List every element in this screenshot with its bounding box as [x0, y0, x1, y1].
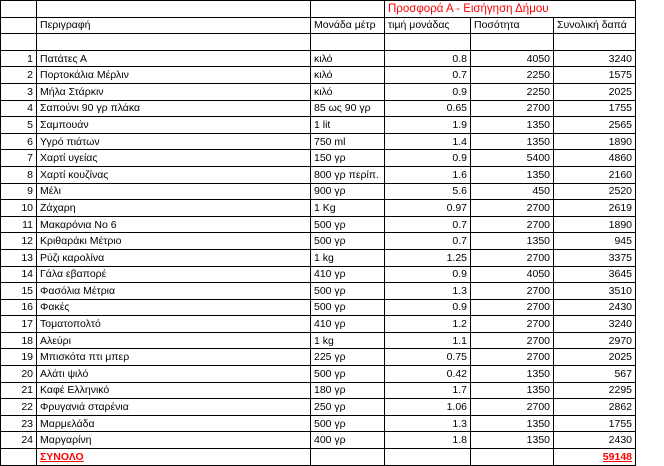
row-number[interactable]: 19 — [1, 349, 37, 366]
cell[interactable] — [1, 449, 37, 466]
item-quantity[interactable]: 2700 — [471, 399, 554, 416]
offer-title[interactable]: Προσφορά Α - Εισήγηση Δήμου — [385, 1, 636, 18]
item-unit[interactable]: 500 γρ — [311, 366, 385, 383]
item-total[interactable]: 3645 — [554, 266, 636, 283]
cell[interactable] — [385, 34, 471, 51]
item-description[interactable]: Ρύζι καρολίνα — [37, 249, 311, 266]
item-description[interactable]: Πορτοκάλια Μέρλιν — [37, 67, 311, 84]
item-total[interactable]: 2295 — [554, 382, 636, 399]
row-number[interactable]: 20 — [1, 366, 37, 383]
item-unit-price[interactable]: 1.06 — [385, 399, 471, 416]
header-row — [1, 17, 636, 34]
table-row — [1, 83, 636, 100]
item-quantity[interactable]: 2250 — [471, 83, 554, 100]
item-description[interactable]: Καφέ Ελληνικό — [37, 382, 311, 399]
row-number[interactable]: 7 — [1, 150, 37, 167]
table-row — [1, 50, 636, 67]
table-row — [1, 283, 636, 300]
item-unit-price[interactable]: 1.1 — [385, 332, 471, 349]
item-quantity[interactable]: 2700 — [471, 349, 554, 366]
item-total[interactable]: 945 — [554, 233, 636, 250]
item-unit[interactable]: 500 γρ — [311, 283, 385, 300]
item-description[interactable]: Ζάχαρη — [37, 200, 311, 217]
item-total[interactable]: 3510 — [554, 283, 636, 300]
item-unit[interactable]: 900 γρ — [311, 183, 385, 200]
item-total[interactable]: 567 — [554, 366, 636, 383]
item-description[interactable]: Τοματοπολτό — [37, 316, 311, 333]
header-unit[interactable]: Μονάδα μέτρ — [311, 17, 385, 34]
item-total[interactable]: 2520 — [554, 183, 636, 200]
item-unit[interactable]: 150 γρ — [311, 150, 385, 167]
item-unit-price[interactable]: 0.9 — [385, 299, 471, 316]
row-number[interactable]: 14 — [1, 266, 37, 283]
item-total[interactable]: 1575 — [554, 67, 636, 84]
grand-total[interactable]: 59148 — [554, 449, 636, 466]
item-quantity[interactable]: 1350 — [471, 166, 554, 183]
item-unit-price[interactable]: 0.65 — [385, 100, 471, 117]
cell[interactable] — [1, 34, 37, 51]
item-total[interactable]: 3240 — [554, 316, 636, 333]
item-quantity[interactable]: 2700 — [471, 332, 554, 349]
item-description[interactable]: Γάλα εβαπορέ — [37, 266, 311, 283]
cell[interactable] — [1, 1, 37, 18]
item-unit[interactable]: 500 γρ — [311, 233, 385, 250]
item-total[interactable]: 3240 — [554, 50, 636, 67]
row-number[interactable]: 18 — [1, 332, 37, 349]
item-description[interactable]: Σαμπουάν — [37, 117, 311, 134]
item-total[interactable]: 2619 — [554, 200, 636, 217]
item-description[interactable]: Κριθαράκι Μέτριο — [37, 233, 311, 250]
item-quantity[interactable]: 2700 — [471, 299, 554, 316]
item-unit[interactable]: 500 γρ — [311, 415, 385, 432]
item-quantity[interactable]: 2700 — [471, 216, 554, 233]
item-quantity[interactable]: 2700 — [471, 316, 554, 333]
item-total[interactable]: 2565 — [554, 117, 636, 134]
item-total[interactable]: 1890 — [554, 133, 636, 150]
item-unit[interactable]: 410 γρ — [311, 316, 385, 333]
item-unit-price[interactable]: 0.9 — [385, 83, 471, 100]
header-total-cost[interactable]: Συνολική δαπά — [554, 17, 636, 34]
item-unit-price[interactable]: 1.25 — [385, 249, 471, 266]
item-quantity[interactable]: 1350 — [471, 382, 554, 399]
item-unit-price[interactable]: 0.9 — [385, 266, 471, 283]
row-number[interactable]: 16 — [1, 299, 37, 316]
item-unit-price[interactable]: 0.7 — [385, 67, 471, 84]
item-quantity[interactable]: 5400 — [471, 150, 554, 167]
item-unit[interactable]: κιλό — [311, 67, 385, 84]
table-row — [1, 349, 636, 366]
table-row — [1, 200, 636, 217]
header-description[interactable]: Περιγραφή — [37, 17, 311, 34]
item-unit[interactable]: 800 γρ περίπ. — [311, 166, 385, 183]
item-unit-price[interactable]: 1.3 — [385, 283, 471, 300]
row-number[interactable]: 1 — [1, 50, 37, 67]
item-total[interactable]: 2970 — [554, 332, 636, 349]
table-row — [1, 399, 636, 416]
item-description[interactable]: Φρυγανιά σταρένια — [37, 399, 311, 416]
header-quantity[interactable]: Ποσότητα — [471, 17, 554, 34]
table-row — [1, 150, 636, 167]
item-total[interactable]: 4860 — [554, 150, 636, 167]
item-description[interactable]: Σαπούνι 90 γρ πλάκα — [37, 100, 311, 117]
item-description[interactable]: Μακαρόνια Νο 6 — [37, 216, 311, 233]
item-unit[interactable]: 500 γρ — [311, 299, 385, 316]
table-row — [1, 415, 636, 432]
table-row — [1, 183, 636, 200]
item-quantity[interactable]: 2250 — [471, 67, 554, 84]
total-label[interactable]: ΣΥΝΟΛΟ — [37, 449, 311, 466]
table-row — [1, 117, 636, 134]
cell[interactable] — [311, 449, 385, 466]
spreadsheet-body — [1, 1, 636, 466]
item-quantity[interactable]: 1350 — [471, 117, 554, 134]
item-unit-price[interactable]: 0.75 — [385, 349, 471, 366]
total-row — [1, 449, 636, 466]
cell[interactable] — [385, 449, 471, 466]
item-description[interactable]: Μέλι — [37, 183, 311, 200]
item-quantity[interactable]: 1350 — [471, 415, 554, 432]
item-unit[interactable]: 1 lit — [311, 117, 385, 134]
item-unit-price[interactable]: 0.7 — [385, 233, 471, 250]
item-unit-price[interactable]: 1.6 — [385, 166, 471, 183]
item-quantity[interactable]: 450 — [471, 183, 554, 200]
item-quantity[interactable]: 2700 — [471, 100, 554, 117]
row-number[interactable]: 13 — [1, 249, 37, 266]
item-description[interactable]: Μήλα Στάρκιν — [37, 83, 311, 100]
item-unit[interactable]: 500 γρ — [311, 216, 385, 233]
item-total[interactable]: 1755 — [554, 415, 636, 432]
table-row — [1, 249, 636, 266]
item-total[interactable]: 3375 — [554, 249, 636, 266]
item-unit[interactable]: 1 kg — [311, 249, 385, 266]
item-unit[interactable]: 400 γρ — [311, 432, 385, 449]
item-description[interactable]: Μαργαρίνη — [37, 432, 311, 449]
row-number[interactable]: 22 — [1, 399, 37, 416]
table-row — [1, 100, 636, 117]
item-unit[interactable]: κιλό — [311, 83, 385, 100]
item-unit-price[interactable]: 1.9 — [385, 117, 471, 134]
item-unit[interactable]: 225 γρ — [311, 349, 385, 366]
table-row — [1, 166, 636, 183]
item-description[interactable]: Φακές — [37, 299, 311, 316]
item-unit[interactable]: 180 γρ — [311, 382, 385, 399]
item-unit-price[interactable]: 1.8 — [385, 432, 471, 449]
item-quantity[interactable]: 4050 — [471, 50, 554, 67]
table-row — [1, 233, 636, 250]
empty-row — [1, 34, 636, 51]
cell[interactable] — [1, 17, 37, 34]
item-quantity[interactable]: 2700 — [471, 200, 554, 217]
item-description[interactable]: Αλεύρι — [37, 332, 311, 349]
row-number[interactable]: 12 — [1, 233, 37, 250]
item-description[interactable]: Μαρμελάδα — [37, 415, 311, 432]
table-row — [1, 432, 636, 449]
item-unit[interactable]: 1 kg — [311, 332, 385, 349]
table-row — [1, 382, 636, 399]
item-description[interactable]: Μπισκότα πτι μπερ — [37, 349, 311, 366]
cell[interactable] — [554, 34, 636, 51]
table-row — [1, 133, 636, 150]
row-number[interactable]: 4 — [1, 100, 37, 117]
cell[interactable] — [311, 1, 385, 18]
item-quantity[interactable]: 4050 — [471, 266, 554, 283]
cell[interactable] — [37, 34, 311, 51]
row-number[interactable]: 10 — [1, 200, 37, 217]
item-quantity[interactable]: 1350 — [471, 233, 554, 250]
item-unit[interactable]: 410 γρ — [311, 266, 385, 283]
item-description[interactable]: Χαρτί υγείας — [37, 150, 311, 167]
item-quantity[interactable]: 2700 — [471, 249, 554, 266]
item-description[interactable]: Χαρτί κουζίνας — [37, 166, 311, 183]
item-description[interactable]: Αλάτι ψιλό — [37, 366, 311, 383]
row-number[interactable]: 24 — [1, 432, 37, 449]
row-number[interactable]: 15 — [1, 283, 37, 300]
item-unit-price[interactable]: 0.42 — [385, 366, 471, 383]
table-row — [1, 299, 636, 316]
item-unit[interactable]: 1 Kg — [311, 200, 385, 217]
item-quantity[interactable]: 1350 — [471, 133, 554, 150]
item-unit-price[interactable]: 1.4 — [385, 133, 471, 150]
table-row — [1, 316, 636, 333]
item-unit-price[interactable]: 0.8 — [385, 50, 471, 67]
row-number[interactable]: 23 — [1, 415, 37, 432]
row-number[interactable]: 3 — [1, 83, 37, 100]
item-unit[interactable]: 250 γρ — [311, 399, 385, 416]
item-unit-price[interactable]: 1.2 — [385, 316, 471, 333]
item-total[interactable]: 2025 — [554, 83, 636, 100]
row-number[interactable]: 21 — [1, 382, 37, 399]
item-unit-price[interactable]: 1.3 — [385, 415, 471, 432]
item-unit-price[interactable]: 1.7 — [385, 382, 471, 399]
item-total[interactable]: 2025 — [554, 349, 636, 366]
table-row — [1, 266, 636, 283]
item-total[interactable]: 2862 — [554, 399, 636, 416]
item-total[interactable]: 1890 — [554, 216, 636, 233]
row-number[interactable]: 17 — [1, 316, 37, 333]
cell[interactable] — [311, 34, 385, 51]
item-unit-price[interactable]: 0.7 — [385, 216, 471, 233]
row-number[interactable]: 2 — [1, 67, 37, 84]
row-number[interactable]: 11 — [1, 216, 37, 233]
row-number[interactable]: 9 — [1, 183, 37, 200]
item-total[interactable]: 2430 — [554, 432, 636, 449]
table-row — [1, 366, 636, 383]
item-quantity[interactable]: 2700 — [471, 283, 554, 300]
title-row — [1, 1, 636, 18]
item-quantity[interactable]: 1350 — [471, 366, 554, 383]
item-unit-price[interactable]: 0.9 — [385, 150, 471, 167]
item-quantity[interactable]: 1350 — [471, 432, 554, 449]
table-row — [1, 67, 636, 84]
cell[interactable] — [37, 1, 311, 18]
table-row — [1, 216, 636, 233]
item-unit[interactable]: 85 ως 90 γρ — [311, 100, 385, 117]
cell[interactable] — [471, 449, 554, 466]
item-unit[interactable]: 750 ml — [311, 133, 385, 150]
item-unit-price[interactable]: 5.6 — [385, 183, 471, 200]
row-number[interactable]: 6 — [1, 133, 37, 150]
row-number[interactable]: 5 — [1, 117, 37, 134]
table-row — [1, 332, 636, 349]
item-description[interactable]: Υγρό πιάτων — [37, 133, 311, 150]
item-description[interactable]: Φασόλια Μέτρια — [37, 283, 311, 300]
row-number[interactable]: 8 — [1, 166, 37, 183]
item-total[interactable]: 1755 — [554, 100, 636, 117]
cell[interactable] — [471, 34, 554, 51]
item-unit[interactable]: κιλό — [311, 50, 385, 67]
header-unit-price[interactable]: τιμή μονάδας — [385, 17, 471, 34]
item-total[interactable]: 2160 — [554, 166, 636, 183]
item-total[interactable]: 2430 — [554, 299, 636, 316]
item-unit-price[interactable]: 0.97 — [385, 200, 471, 217]
item-description[interactable]: Πατάτες Α — [37, 50, 311, 67]
